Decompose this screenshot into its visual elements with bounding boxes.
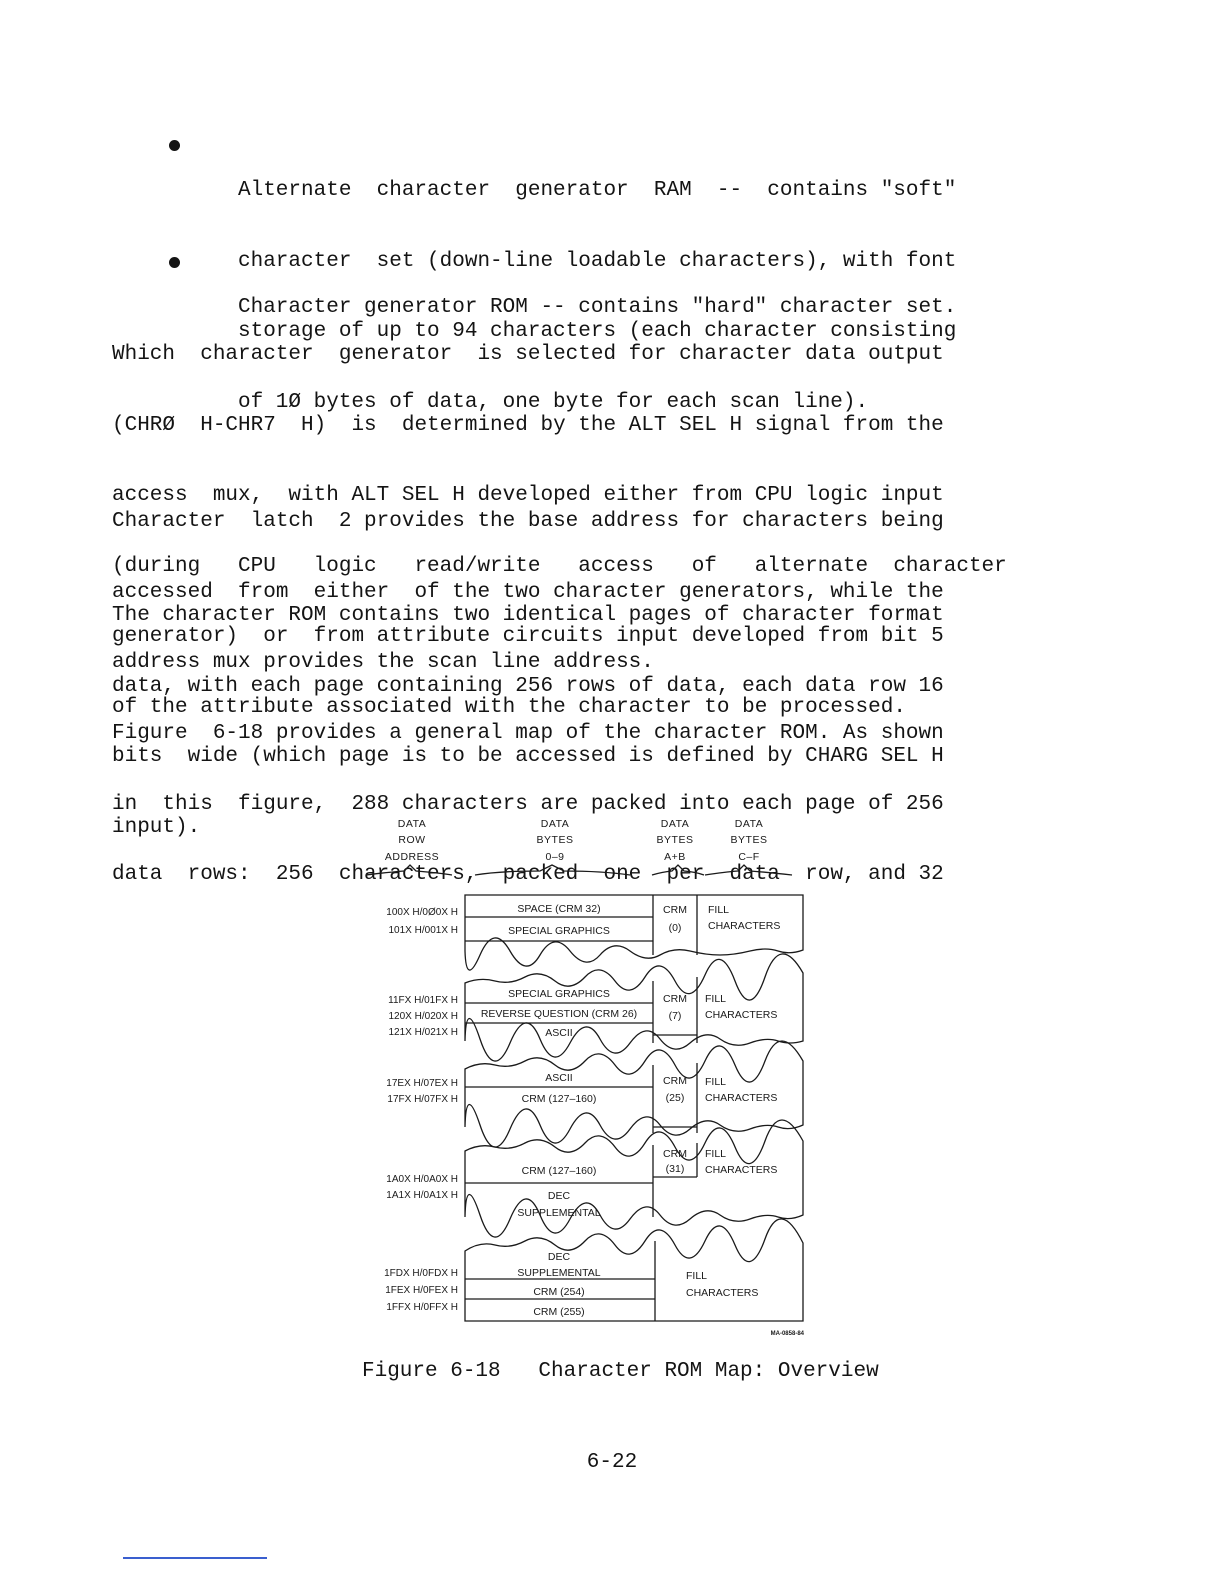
text-line: data rows: 256 characters, packed one per data row, and 32	[112, 863, 944, 886]
text-line: (CHRØ H-CHR7 H) is determined by the ALT SEL H signal from the	[112, 413, 944, 437]
cell-dec: DEC	[547, 1190, 571, 1202]
cell-special-graphics: SPECIAL GRAPHICS	[508, 925, 610, 937]
cell-crm: CRM	[663, 904, 687, 916]
header-row-address-1: DATA	[397, 818, 427, 830]
header-bytes-ab-2: BYTES	[656, 834, 694, 846]
text-line: character set (down-line loadable characters), with font	[238, 249, 957, 273]
text-line: Figure 6-18 provides a general map of the character ROM. As shown	[112, 722, 944, 745]
cell-crm-127-160: CRM (127–160)	[521, 1165, 597, 1177]
address-label: 1FDX H/0FDX H	[384, 1268, 458, 1279]
address-label: 17FX H/07FX H	[387, 1094, 458, 1105]
header-bytes-ab-1: DATA	[660, 818, 690, 830]
cell-crm: CRM	[663, 1075, 687, 1087]
block-5	[465, 1219, 803, 1321]
cell-reverse-question: REVERSE QUESTION (CRM 26)	[480, 1008, 638, 1020]
cell-crm-254: CRM (254)	[533, 1286, 585, 1298]
cell-crm-127-160: CRM (127–160)	[521, 1093, 597, 1105]
scan-edge-line	[123, 1557, 267, 1559]
cell-fill: FILL	[705, 1076, 727, 1088]
figure-reference-code: MA-0858-84	[770, 1331, 804, 1337]
text-line: storage of up to 94 characters (each character consisting	[238, 320, 957, 343]
cell-characters: CHARACTERS	[705, 1092, 778, 1104]
cell-crm-index: (25)	[665, 1092, 685, 1104]
cell-supplemental: SUPPLEMENTAL	[517, 1267, 601, 1279]
header-bytes-cf-3: C–F	[738, 851, 760, 863]
text-line: Alternate character generator RAM -- contains "soft"	[238, 179, 957, 202]
cell-fill: FILL	[705, 1148, 727, 1160]
address-label: 17EX H/07EX H	[386, 1078, 458, 1089]
cell-characters: CHARACTERS	[708, 920, 781, 932]
cell-fill: FILL	[708, 904, 730, 916]
text-line: of the attribute associated with the character to be processed.	[112, 695, 906, 719]
cell-supplemental: SUPPLEMENTAL	[517, 1207, 601, 1219]
header-row-address-3: ADDRESS	[384, 851, 440, 863]
text-line: address mux provides the scan line address.	[112, 651, 654, 674]
cell-crm-index: (0)	[668, 922, 682, 934]
cell-characters: CHARACTERS	[705, 1009, 778, 1021]
header-brace	[652, 865, 704, 875]
cell-crm: CRM	[663, 993, 687, 1005]
bullet-dot-2	[169, 257, 180, 268]
text-line: The character ROM contains two identical pages of character format	[112, 604, 944, 627]
address-label: 1FEX H/0FEX H	[385, 1285, 458, 1296]
figure-caption: Figure 6-18 Character ROM Map: Overview	[362, 1360, 879, 1383]
cell-fill: FILL	[686, 1270, 708, 1282]
cell-space: SPACE (CRM 32)	[517, 903, 601, 915]
address-label: 100X H/0Ø0X H	[386, 907, 458, 918]
header-row-address-2: ROW	[398, 834, 426, 846]
page-number: 6-22	[586, 1451, 638, 1474]
cell-crm-255: CRM (255)	[533, 1306, 585, 1318]
address-label: 11FX H/01FX H	[388, 995, 458, 1006]
header-bytes-0-9-2: BYTES	[536, 834, 574, 846]
text-line: of 1Ø bytes of data, one byte for each scan line).	[238, 390, 869, 414]
cell-crm-index: (7)	[668, 1010, 682, 1022]
text-line: bits wide (which page is to be accessed is defined by CHARG SEL H	[112, 745, 944, 768]
text-line: Character latch 2 provides the base address for characters being	[112, 510, 944, 533]
cell-special-graphics: SPECIAL GRAPHICS	[508, 988, 610, 1000]
address-label: 1A1X H/0A1X H	[386, 1190, 458, 1201]
address-label: 120X H/020X H	[388, 1011, 458, 1022]
block-4	[465, 1120, 803, 1237]
text-line: accessed from either of the two character generators, while the	[112, 580, 944, 604]
cell-characters: CHARACTERS	[686, 1287, 759, 1299]
header-brace	[475, 865, 630, 875]
text-line: (during CPU logic read/write access of alternate character	[112, 554, 1007, 578]
text-line: Which character generator is selected for character data output	[112, 343, 944, 366]
text-line: input).	[112, 815, 201, 839]
bullet-dot-1	[169, 140, 180, 151]
cell-dec: DEC	[547, 1251, 571, 1263]
cell-characters: CHARACTERS	[705, 1164, 778, 1176]
cell-ascii: ASCII	[545, 1027, 573, 1039]
cell-fill: FILL	[705, 993, 727, 1005]
text-line: access mux, with ALT SEL H developed either from CPU logic input	[112, 484, 944, 507]
text-line: generator) or from attribute circuits input developed from bit 5	[112, 625, 944, 648]
header-bytes-cf-2: BYTES	[730, 834, 768, 846]
cell-ascii: ASCII	[545, 1072, 573, 1084]
header-bytes-0-9-3: 0–9	[545, 851, 565, 863]
text-line: data, with each page containing 256 rows of data, each data row 16	[112, 674, 944, 698]
header-bytes-0-9-1: DATA	[540, 818, 570, 830]
text-line: Character generator ROM -- contains "hard" character set.	[238, 296, 957, 319]
address-label: 121X H/021X H	[388, 1027, 458, 1038]
address-label: 1A0X H/0A0X H	[386, 1174, 458, 1185]
header-bytes-ab-3: A+B	[664, 851, 686, 863]
address-label: 101X H/001X H	[388, 925, 458, 936]
character-rom-map-figure	[340, 805, 820, 1345]
header-bytes-cf-1: DATA	[734, 818, 764, 830]
text-line: in this figure, 288 characters are packed into each page of 256	[112, 792, 944, 816]
address-label: 1FFX H/0FFX H	[386, 1302, 458, 1313]
header-brace	[705, 865, 792, 875]
cell-crm: CRM	[663, 1148, 687, 1160]
cell-crm-index: (31)	[665, 1163, 685, 1175]
header-brace	[366, 865, 452, 875]
